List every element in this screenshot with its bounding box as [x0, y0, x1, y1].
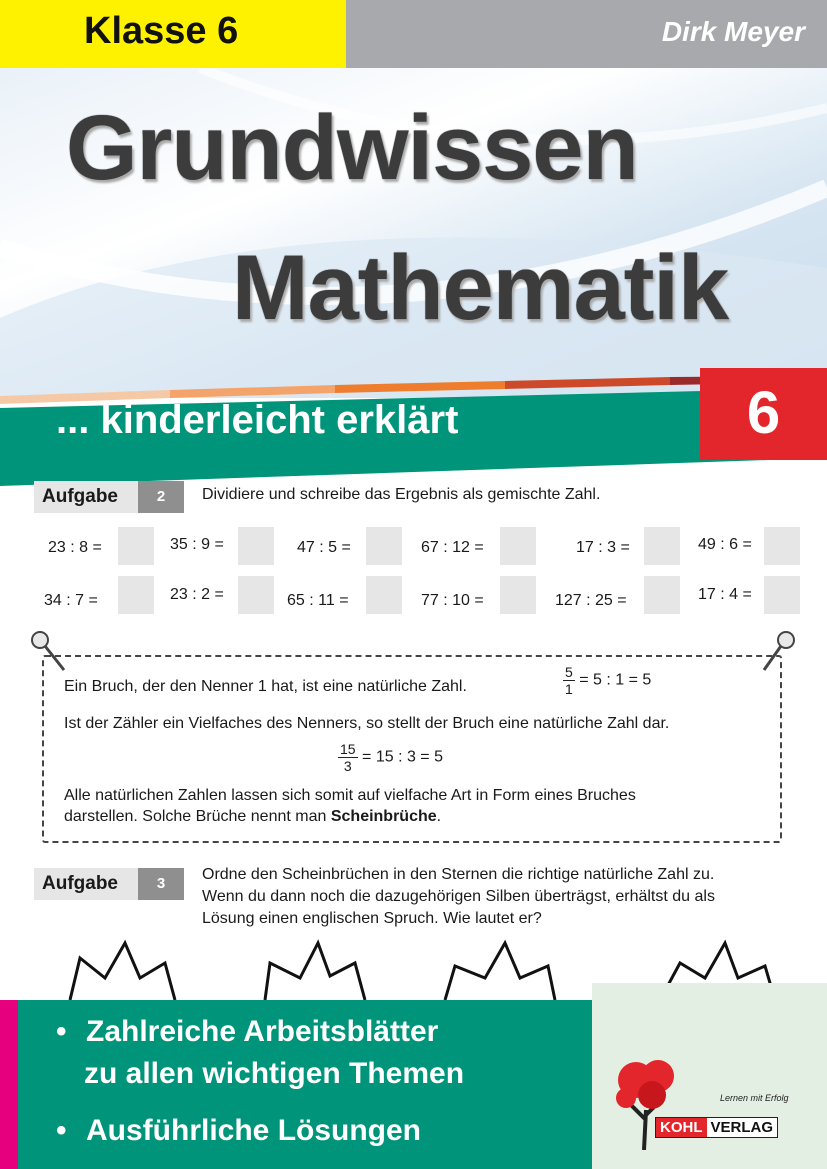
answer-box[interactable] — [644, 576, 680, 614]
equation: 47 : 5 = — [297, 539, 351, 556]
subtitle: ... kinderleicht erklärt — [56, 398, 459, 442]
answer-box[interactable] — [118, 527, 154, 565]
equation: 77 : 10 = — [421, 592, 484, 609]
task3-line3: Lösung einen englischen Spruch. Wie lautet er? — [202, 910, 542, 927]
answer-box[interactable] — [238, 527, 274, 565]
numerator: 5 — [565, 664, 573, 680]
feature-item2: Ausführliche Lösungen — [86, 1114, 422, 1147]
answer-box[interactable] — [764, 527, 800, 565]
task2-label — [34, 481, 184, 513]
fraction-example2 — [338, 741, 443, 774]
denominator: 1 — [565, 681, 573, 697]
answer-box[interactable] — [238, 576, 274, 614]
fraction-result: = 15 : 3 = 5 — [362, 748, 443, 766]
bullet-dot: • — [56, 1114, 67, 1147]
pin-icon — [28, 628, 68, 674]
answer-box[interactable] — [366, 576, 402, 614]
grade-badge-number: 6 — [746, 379, 781, 446]
answer-box[interactable] — [500, 527, 536, 565]
task-number: 3 — [138, 868, 184, 900]
grade-badge — [700, 368, 827, 460]
equation: 49 : 6 = — [698, 536, 752, 553]
numerator: 15 — [340, 741, 356, 757]
fraction-result: = 5 : 1 = 5 — [579, 671, 652, 689]
answer-box[interactable] — [644, 527, 680, 565]
grade-label: Klasse 6 — [84, 10, 239, 52]
title-line2: Mathematik — [232, 237, 729, 339]
equation: 17 : 4 = — [698, 586, 752, 603]
note-line3: Alle natürlichen Zahlen lassen sich somit auf vielfache Art in Form eines Bruches — [64, 787, 636, 804]
task3-label — [34, 868, 184, 900]
publisher-name-right: VERLAG — [707, 1118, 778, 1137]
feature-item1-line2: zu allen wichtigen Themen — [84, 1057, 465, 1090]
feature-item1-line1: Zahlreiche Arbeitsblätter — [86, 1015, 439, 1048]
answer-box[interactable] — [500, 576, 536, 614]
answer-box[interactable] — [764, 576, 800, 614]
publisher-wordmark — [655, 1117, 778, 1138]
answer-box[interactable] — [366, 527, 402, 565]
equation: 35 : 9 = — [170, 536, 224, 553]
grade-banner — [0, 0, 346, 68]
equation: 65 : 11 = — [287, 592, 349, 609]
publisher-tagline: Lernen mit Erfolg — [720, 1093, 789, 1103]
publisher-name-left: KOHL — [656, 1118, 707, 1137]
title-line1: Grundwissen — [66, 97, 638, 199]
author-banner — [346, 0, 827, 68]
equation: 17 : 3 = — [576, 539, 630, 556]
fraction-example1 — [563, 664, 651, 697]
denominator: 3 — [343, 758, 352, 774]
pin-icon — [760, 628, 800, 674]
task3-line2: Wenn du dann noch die dazugehörigen Silben überträgst, erhältst du als — [202, 888, 715, 905]
task-label-text: Aufgabe — [34, 868, 138, 900]
equation: 67 : 12 = — [421, 539, 484, 556]
bullet-dot: • — [56, 1015, 67, 1048]
author-name: Dirk Meyer — [661, 16, 805, 47]
equation: 34 : 7 = — [44, 592, 98, 609]
note-line2: Ist der Zähler ein Vielfaches des Nenners, so stellt der Bruch eine natürliche Zahl dar. — [64, 715, 670, 732]
task-number: 2 — [138, 481, 184, 513]
equation: 23 : 2 = — [170, 586, 224, 603]
note-line1: Ein Bruch, der den Nenner 1 hat, ist eine natürliche Zahl. — [64, 678, 467, 695]
term-scheinbrueche: Scheinbrüche — [330, 808, 437, 825]
task3-line1: Ordne den Scheinbrüchen in den Sternen die richtige natürliche Zahl zu. — [202, 866, 715, 883]
answer-box[interactable] — [118, 576, 154, 614]
note-line4-text: darstellen. Solche Brüche nennt man — [64, 808, 327, 825]
equation: 127 : 25 = — [555, 592, 627, 609]
task2-instruction: Dividiere und schreibe das Ergebnis als gemischte Zahl. — [202, 486, 601, 503]
task-label-text: Aufgabe — [34, 481, 138, 513]
note-line4-end: . — [436, 808, 442, 825]
pink-strip — [0, 1000, 18, 1169]
equation: 23 : 8 = — [48, 539, 102, 556]
note-line4 — [64, 806, 441, 828]
